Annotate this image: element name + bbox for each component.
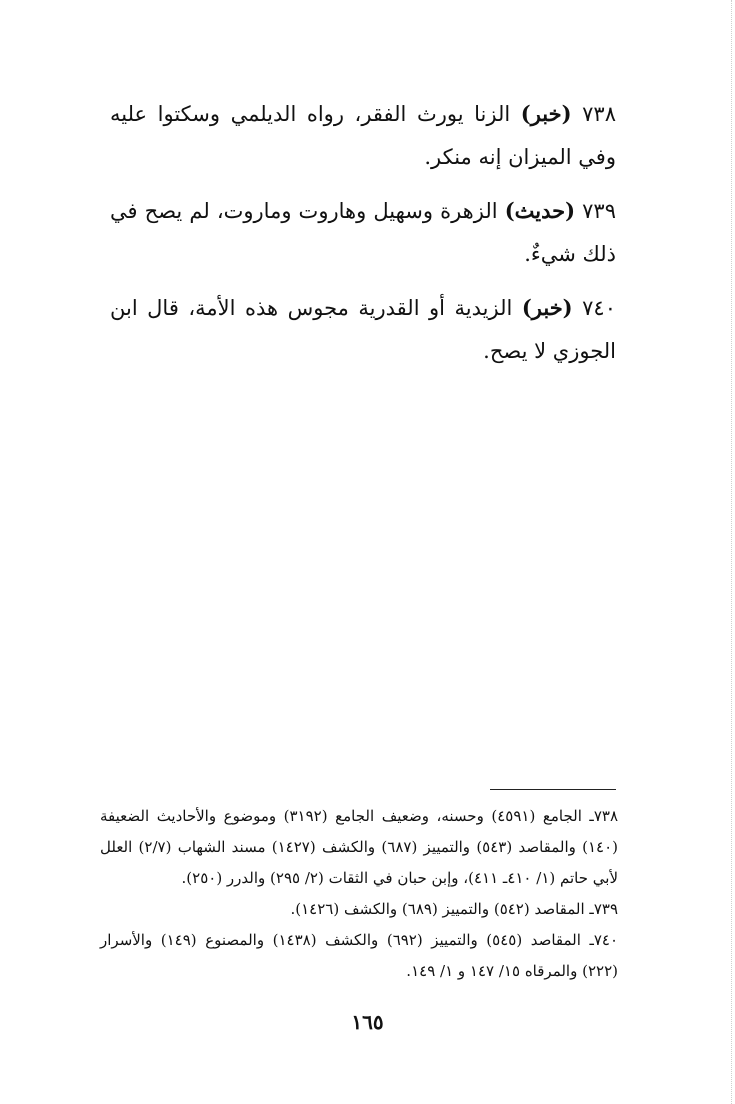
entry-number: ٧٣٩ (582, 199, 616, 223)
footnote-separator (490, 789, 616, 790)
entry-number: ٧٤٠ (582, 296, 616, 320)
entry-738 (110, 92, 616, 179)
entry-keyword: (حديث) (504, 198, 576, 223)
footnotes-block (100, 801, 618, 987)
entry-text: الزهرة وسهيل وهاروت وماروت، لم يصح في ذلك شيءٌ. (110, 199, 616, 266)
entry-keyword: (خبر) (520, 101, 572, 126)
main-text-block (110, 92, 616, 383)
entry-739 (110, 189, 616, 276)
footnote-740: ٧٤٠ـ المقاصد (٥٤٥) والتمييز (٦٩٢) والكشف (١٤٣٨) والمصنوع (١٤٩) والأسرار (٢٢٢) والمرقاه ١٥/ ١٤٧ و ١/ ١٤٩. (100, 931, 619, 980)
page-edge-shadow (729, 0, 732, 1104)
footnote-738: ٧٣٨ـ الجامع (٤٥٩١) وحسنه، وضعيف الجامع (٣١٩٢) وموضوع والأحاديث الضعيفة (١٤٠) والمقاصد (٥٤٣) والتمييز (٦٨٧) والكشف (١٤٢٧) مسند الشهاب (٢/٧) العلل لأبي حاتم (١/ ٤١٠ـ ٤١١)، وإبن حبان في الثقات (٢/ ٢٩٥) والدرر (٢٥٠). (100, 807, 619, 887)
page-number: ١٦٥ (351, 1010, 384, 1034)
entry-number: ٧٣٨ (582, 102, 616, 126)
entry-keyword: (خبر) (521, 295, 573, 320)
entry-text: الزيدية أو القدرية مجوس هذه الأمة، قال ابن الجوزي لا يصح. (110, 296, 616, 363)
entry-text: الزنا يورث الفقر، رواه الديلمي وسكتوا عليه وفي الميزان إنه منكر. (110, 102, 616, 169)
entry-740 (110, 286, 616, 373)
footnote-739: ٧٣٩ـ المقاصد (٥٤٢) والتمييز (٦٨٩) والكشف (١٤٢٦). (290, 900, 618, 918)
